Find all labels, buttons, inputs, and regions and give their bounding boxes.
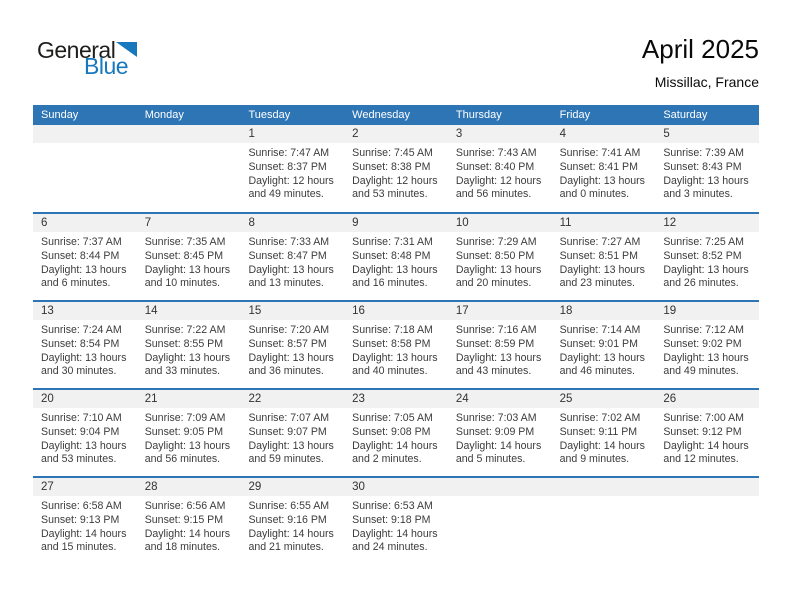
day-cell-empty xyxy=(33,125,137,212)
sunrise-text: Sunrise: 7:18 AM xyxy=(352,324,433,336)
day-number: 27 xyxy=(33,478,137,496)
daylight-text-line1: Daylight: 14 hours xyxy=(352,439,438,452)
logo-text-blue: Blue xyxy=(84,53,129,79)
day-number: 1 xyxy=(240,125,344,143)
daylight-text-line1: Daylight: 14 hours xyxy=(352,527,438,540)
sunrise-text: Sunrise: 6:58 AM xyxy=(41,500,122,512)
day-number: 26 xyxy=(655,390,759,408)
day-details xyxy=(137,320,241,379)
general-blue-logo xyxy=(37,37,137,79)
sunset-text: Sunset: 8:52 PM xyxy=(663,249,742,262)
daylight-text-line1: Daylight: 13 hours xyxy=(41,351,127,364)
day-cell-30 xyxy=(344,478,448,564)
sunrise-text: Sunrise: 7:27 AM xyxy=(559,236,641,248)
week-row xyxy=(33,388,759,476)
daylight-text-line2: and 40 minutes. xyxy=(352,365,428,378)
day-cell-5 xyxy=(655,125,759,212)
daylight-text-line1: Daylight: 14 hours xyxy=(455,439,542,452)
sunrise-text: Sunrise: 7:24 AM xyxy=(41,324,122,336)
daylight-text-line2: and 9 minutes. xyxy=(559,453,630,466)
sunset-text: Sunset: 9:13 PM xyxy=(41,513,120,526)
sunset-text: Sunset: 8:43 PM xyxy=(663,160,742,173)
daylight-text-line1: Daylight: 12 hours xyxy=(352,174,438,187)
day-details xyxy=(655,320,759,379)
day-details xyxy=(137,232,241,291)
daylight-text-line1: Daylight: 13 hours xyxy=(248,439,334,452)
daylight-text-line2: and 16 minutes. xyxy=(352,277,428,290)
day-number: 10 xyxy=(448,214,552,232)
day-details xyxy=(33,320,137,379)
sunrise-text: Sunrise: 6:56 AM xyxy=(144,500,226,512)
daylight-text-line2: and 18 minutes. xyxy=(144,541,221,554)
sunrise-text: Sunrise: 7:45 AM xyxy=(352,147,433,159)
day-number: 8 xyxy=(240,214,344,232)
day-number xyxy=(655,478,759,496)
day-number: 20 xyxy=(33,390,137,408)
daylight-text-line2: and 53 minutes. xyxy=(41,453,117,466)
day-cell-23 xyxy=(344,390,448,476)
weekday-header-tuesday: Tuesday xyxy=(248,109,291,121)
daylight-text-line2: and 49 minutes. xyxy=(248,188,324,201)
day-cell-16 xyxy=(344,302,448,388)
sunrise-text: Sunrise: 7:35 AM xyxy=(144,236,226,248)
week-row xyxy=(33,125,759,212)
sunrise-text: Sunrise: 7:37 AM xyxy=(41,236,122,248)
day-cell-10 xyxy=(448,214,552,300)
daylight-text-line2: and 53 minutes. xyxy=(352,188,428,201)
sunset-text: Sunset: 8:57 PM xyxy=(248,337,327,350)
day-details xyxy=(448,408,552,467)
daylight-text-line2: and 21 minutes. xyxy=(248,541,324,554)
day-cell-13 xyxy=(33,302,137,388)
sunset-text: Sunset: 9:04 PM xyxy=(41,425,120,438)
daylight-text-line2: and 36 minutes. xyxy=(248,365,324,378)
weekday-header-wednesday: Wednesday xyxy=(352,109,411,121)
daylight-text-line2: and 26 minutes. xyxy=(663,277,739,290)
day-cell-7 xyxy=(137,214,241,300)
sunset-text: Sunset: 8:47 PM xyxy=(248,249,327,262)
sunrise-text: Sunrise: 7:31 AM xyxy=(352,236,433,248)
day-number xyxy=(137,125,241,143)
daylight-text-line2: and 56 minutes. xyxy=(144,453,221,466)
day-number: 11 xyxy=(552,214,656,232)
daylight-text-line2: and 43 minutes. xyxy=(455,365,532,378)
weekday-header-sunday: Sunday xyxy=(41,109,79,121)
day-cell-12 xyxy=(655,214,759,300)
sunset-text: Sunset: 9:01 PM xyxy=(559,337,638,350)
day-details xyxy=(552,408,656,467)
page-title: April 2025 xyxy=(641,34,759,64)
day-details xyxy=(655,408,759,467)
sunrise-text: Sunrise: 6:53 AM xyxy=(352,500,433,512)
day-number: 25 xyxy=(552,390,656,408)
daylight-text-line2: and 10 minutes. xyxy=(144,277,221,290)
day-number: 6 xyxy=(33,214,137,232)
day-number xyxy=(33,125,137,143)
daylight-text-line2: and 15 minutes. xyxy=(41,541,117,554)
daylight-text-line1: Daylight: 13 hours xyxy=(144,439,231,452)
daylight-text-line2: and 59 minutes. xyxy=(248,453,324,466)
day-details xyxy=(344,496,448,555)
sunset-text: Sunset: 9:02 PM xyxy=(663,337,742,350)
day-number: 9 xyxy=(344,214,448,232)
daylight-text-line1: Daylight: 13 hours xyxy=(663,174,749,187)
daylight-text-line2: and 2 minutes. xyxy=(352,453,422,466)
sunrise-text: Sunrise: 7:00 AM xyxy=(663,412,744,424)
day-number: 15 xyxy=(240,302,344,320)
day-number: 29 xyxy=(240,478,344,496)
sunset-text: Sunset: 9:08 PM xyxy=(352,425,431,438)
day-number: 19 xyxy=(655,302,759,320)
daylight-text-line1: Daylight: 13 hours xyxy=(455,263,542,276)
sunrise-text: Sunrise: 7:25 AM xyxy=(663,236,744,248)
day-details xyxy=(448,320,552,379)
sunrise-text: Sunrise: 7:03 AM xyxy=(455,412,537,424)
sunrise-text: Sunrise: 7:05 AM xyxy=(352,412,433,424)
day-cell-25 xyxy=(552,390,656,476)
day-cell-empty xyxy=(655,478,759,564)
day-cell-9 xyxy=(344,214,448,300)
daylight-text-line1: Daylight: 13 hours xyxy=(144,351,231,364)
sunrise-text: Sunrise: 7:10 AM xyxy=(41,412,122,424)
daylight-text-line2: and 0 minutes. xyxy=(559,188,630,201)
day-cell-24 xyxy=(448,390,552,476)
day-details xyxy=(240,408,344,467)
daylight-text-line1: Daylight: 13 hours xyxy=(144,263,231,276)
logo-text-general: General xyxy=(37,37,116,63)
day-cell-empty xyxy=(448,478,552,564)
day-cell-1 xyxy=(240,125,344,212)
day-number: 23 xyxy=(344,390,448,408)
sunrise-text: Sunrise: 7:12 AM xyxy=(663,324,744,336)
daylight-text-line1: Daylight: 13 hours xyxy=(352,263,438,276)
daylight-text-line1: Daylight: 13 hours xyxy=(559,351,645,364)
sunset-text: Sunset: 8:37 PM xyxy=(248,160,327,173)
day-details xyxy=(240,320,344,379)
daylight-text-line2: and 23 minutes. xyxy=(559,277,635,290)
daylight-text-line1: Daylight: 13 hours xyxy=(663,263,749,276)
day-details xyxy=(655,232,759,291)
daylight-text-line1: Daylight: 14 hours xyxy=(559,439,645,452)
sunset-text: Sunset: 8:48 PM xyxy=(352,249,431,262)
day-number: 3 xyxy=(448,125,552,143)
daylight-text-line2: and 49 minutes. xyxy=(663,365,739,378)
sunset-text: Sunset: 8:38 PM xyxy=(352,160,431,173)
sunset-text: Sunset: 8:55 PM xyxy=(144,337,224,350)
daylight-text-line1: Daylight: 13 hours xyxy=(248,351,334,364)
sunset-text: Sunset: 9:15 PM xyxy=(144,513,224,526)
daylight-text-line2: and 46 minutes. xyxy=(559,365,635,378)
daylight-text-line2: and 6 minutes. xyxy=(41,277,111,290)
day-cell-empty xyxy=(137,125,241,212)
day-cell-14 xyxy=(137,302,241,388)
sunrise-text: Sunrise: 7:39 AM xyxy=(663,147,744,159)
day-number: 17 xyxy=(448,302,552,320)
sunset-text: Sunset: 8:50 PM xyxy=(455,249,535,262)
day-details xyxy=(448,143,552,202)
day-details xyxy=(137,496,241,555)
daylight-text-line1: Daylight: 13 hours xyxy=(248,263,334,276)
sunrise-text: Sunrise: 6:55 AM xyxy=(248,500,330,512)
day-number: 30 xyxy=(344,478,448,496)
day-details xyxy=(33,496,137,555)
sunrise-text: Sunrise: 7:20 AM xyxy=(248,324,330,336)
sunset-text: Sunset: 9:11 PM xyxy=(559,425,638,438)
daylight-text-line1: Daylight: 13 hours xyxy=(41,263,127,276)
daylight-text-line1: Daylight: 14 hours xyxy=(144,527,231,540)
sunset-text: Sunset: 8:41 PM xyxy=(559,160,638,173)
weekday-header-friday: Friday xyxy=(559,109,591,121)
day-number: 24 xyxy=(448,390,552,408)
daylight-text-line2: and 3 minutes. xyxy=(663,188,733,201)
day-number: 28 xyxy=(137,478,241,496)
sunset-text: Sunset: 8:51 PM xyxy=(559,249,638,262)
day-details xyxy=(33,408,137,467)
sunset-text: Sunset: 9:05 PM xyxy=(144,425,224,438)
day-number: 16 xyxy=(344,302,448,320)
day-cell-28 xyxy=(137,478,241,564)
sunset-text: Sunset: 8:40 PM xyxy=(455,160,535,173)
sunset-text: Sunset: 8:58 PM xyxy=(352,337,431,350)
daylight-text-line1: Daylight: 14 hours xyxy=(41,527,127,540)
day-cell-22 xyxy=(240,390,344,476)
day-details xyxy=(655,143,759,202)
sunrise-text: Sunrise: 7:41 AM xyxy=(559,147,641,159)
day-cell-26 xyxy=(655,390,759,476)
day-details xyxy=(344,320,448,379)
sunset-text: Sunset: 8:45 PM xyxy=(144,249,224,262)
day-number: 2 xyxy=(344,125,448,143)
day-cell-29 xyxy=(240,478,344,564)
day-details xyxy=(137,408,241,467)
day-details xyxy=(552,320,656,379)
day-details xyxy=(344,143,448,202)
sunset-text: Sunset: 9:16 PM xyxy=(248,513,327,526)
daylight-text-line2: and 20 minutes. xyxy=(455,277,532,290)
daylight-text-line1: Daylight: 14 hours xyxy=(248,527,334,540)
day-details xyxy=(344,232,448,291)
sunrise-text: Sunrise: 7:29 AM xyxy=(455,236,537,248)
day-details xyxy=(240,232,344,291)
day-number xyxy=(448,478,552,496)
sunrise-text: Sunrise: 7:14 AM xyxy=(559,324,641,336)
daylight-text-line1: Daylight: 13 hours xyxy=(663,351,749,364)
week-row xyxy=(33,212,759,300)
sunrise-text: Sunrise: 7:22 AM xyxy=(144,324,226,336)
day-number: 18 xyxy=(552,302,656,320)
day-details xyxy=(448,232,552,291)
day-cell-11 xyxy=(552,214,656,300)
day-cell-27 xyxy=(33,478,137,564)
daylight-text-line1: Daylight: 13 hours xyxy=(559,263,645,276)
day-cell-2 xyxy=(344,125,448,212)
daylight-text-line2: and 30 minutes. xyxy=(41,365,117,378)
weekday-header-saturday: Saturday xyxy=(663,109,708,121)
sunrise-text: Sunrise: 7:43 AM xyxy=(455,147,537,159)
day-number xyxy=(552,478,656,496)
day-number: 12 xyxy=(655,214,759,232)
weekday-header-thursday: Thursday xyxy=(455,109,502,121)
sunset-text: Sunset: 8:59 PM xyxy=(455,337,535,350)
sunset-text: Sunset: 9:12 PM xyxy=(663,425,742,438)
day-number: 7 xyxy=(137,214,241,232)
day-details xyxy=(552,232,656,291)
day-cell-3 xyxy=(448,125,552,212)
sunset-text: Sunset: 8:44 PM xyxy=(41,249,120,262)
daylight-text-line2: and 13 minutes. xyxy=(248,277,324,290)
day-cell-15 xyxy=(240,302,344,388)
day-cell-6 xyxy=(33,214,137,300)
sunrise-text: Sunrise: 7:02 AM xyxy=(559,412,641,424)
day-number: 14 xyxy=(137,302,241,320)
sunrise-text: Sunrise: 7:47 AM xyxy=(248,147,330,159)
daylight-text-line2: and 56 minutes. xyxy=(455,188,532,201)
day-cell-17 xyxy=(448,302,552,388)
calendar-grid xyxy=(33,125,759,564)
sunrise-text: Sunrise: 7:09 AM xyxy=(144,412,226,424)
daylight-text-line1: Daylight: 13 hours xyxy=(559,174,645,187)
daylight-text-line2: and 24 minutes. xyxy=(352,541,428,554)
day-cell-4 xyxy=(552,125,656,212)
sunset-text: Sunset: 9:07 PM xyxy=(248,425,327,438)
sunset-text: Sunset: 8:54 PM xyxy=(41,337,120,350)
calendar-table xyxy=(33,105,759,564)
daylight-text-line1: Daylight: 13 hours xyxy=(41,439,127,452)
week-row xyxy=(33,300,759,388)
day-cell-empty xyxy=(552,478,656,564)
day-cell-19 xyxy=(655,302,759,388)
day-cell-20 xyxy=(33,390,137,476)
daylight-text-line2: and 33 minutes. xyxy=(144,365,221,378)
daylight-text-line1: Daylight: 12 hours xyxy=(248,174,334,187)
weekday-header-row xyxy=(33,105,759,125)
day-number: 21 xyxy=(137,390,241,408)
day-cell-18 xyxy=(552,302,656,388)
day-number: 22 xyxy=(240,390,344,408)
sunset-text: Sunset: 9:09 PM xyxy=(455,425,535,438)
sunset-text: Sunset: 9:18 PM xyxy=(352,513,431,526)
week-row xyxy=(33,476,759,564)
day-cell-8 xyxy=(240,214,344,300)
day-number: 13 xyxy=(33,302,137,320)
daylight-text-line1: Daylight: 13 hours xyxy=(455,351,542,364)
sunrise-text: Sunrise: 7:16 AM xyxy=(455,324,537,336)
weekday-header-monday: Monday xyxy=(144,109,184,121)
daylight-text-line1: Daylight: 13 hours xyxy=(352,351,438,364)
daylight-text-line1: Daylight: 12 hours xyxy=(455,174,542,187)
sunrise-text: Sunrise: 7:33 AM xyxy=(248,236,330,248)
day-number: 4 xyxy=(552,125,656,143)
day-details xyxy=(240,143,344,202)
day-number: 5 xyxy=(655,125,759,143)
location-subtitle: Missillac, France xyxy=(654,74,759,90)
daylight-text-line2: and 12 minutes. xyxy=(663,453,739,466)
sunrise-text: Sunrise: 7:07 AM xyxy=(248,412,330,424)
day-details xyxy=(33,232,137,291)
day-details xyxy=(552,143,656,202)
day-details xyxy=(344,408,448,467)
day-details xyxy=(240,496,344,555)
daylight-text-line2: and 5 minutes. xyxy=(455,453,526,466)
daylight-text-line1: Daylight: 14 hours xyxy=(663,439,749,452)
day-cell-21 xyxy=(137,390,241,476)
